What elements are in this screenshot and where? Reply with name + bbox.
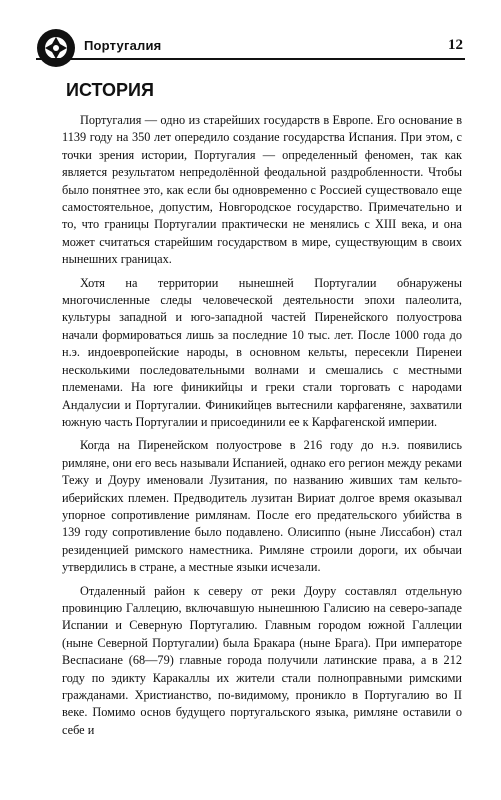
page-number: 12 — [448, 37, 463, 53]
section-title: ИСТОРИЯ — [66, 80, 154, 100]
paragraph: Португалия — одно из старейших государств в Европе. Его основание в 1139 году на 350 лет опередило создание государства Испания. При этом, с точки зрения истории, Португалия — определенный феномен, так как является результатом непредолённой феодальной раздробленности. Чтобы было понятнее это, как если бы одновременно с Россией существовало еще самостоятельное, допустим, Новгородское государство. Примечательно и то, что границы Португалии практически не менялись с XIII века, и она может считаться старейшим государством в мире, существующим в своих нынешних границах. — [62, 113, 462, 267]
paragraph: Хотя на территории нынешней Португалии обнаружены многочисленные следы человеческой деятельности эпохи палеолита, культуры западной и юго-западной частей Пиренейского полуострова начали формироваться лишь за последние 10 тыс. лет. После 1000 года до н.э. индоевропейские народы, в основном кельты, пересекли Пиренеи несколькими последовательными волнами и смешались с местными племенами. На юге финикийцы и греки стали торговать с народами Андалусии и Португалии. Финикийцев вытеснили карфагеняне, захватили южную часть Португалии и присоединили ее к Карфагенской империи. — [62, 275, 462, 429]
running-header-title: Португалия — [84, 38, 162, 53]
header-rule — [36, 58, 465, 60]
body-text — [62, 112, 462, 745]
emblem-icon — [36, 28, 76, 68]
paragraph: Отдаленный район к северу от реки Доуру составлял отдельную провинцию Галлецию, включавшую нынешнюю Галисию на северо-западе Испании и Северную Португалию. Главным городом южной Галлеции (ныне Северной Португалии) была Бракара (ныне Брага). При императоре Веспасиане (68—79) главные города получили латинские права, а в 212 году по эдикту Каракаллы их жители стали полноправными римскими гражданами. Христианство, по-видимому, проникло в Португалию во II веке. Помимо основ будущего португальского языка, римляне оставили о себе и — [62, 583, 462, 737]
paragraph: Когда на Пиренейском полуострове в 216 году до н.э. появились римляне, они его весь называли Испанией, однако его регион между реками Тежу и Доуру именовали Лузитания, по названию живших там кельто-иберийских племен. Предводитель лузитан Вириат долгое время оказывал упорное сопротивление римлянам. После его предательского убийства в 139 году сопротивление было подавлено. Олисиппо (ныне Лиссабон) стал резиденцией римского наместника. Римляне строили дороги, их обычаи утвердились в стране, а местные языки исчезали. — [62, 438, 462, 575]
